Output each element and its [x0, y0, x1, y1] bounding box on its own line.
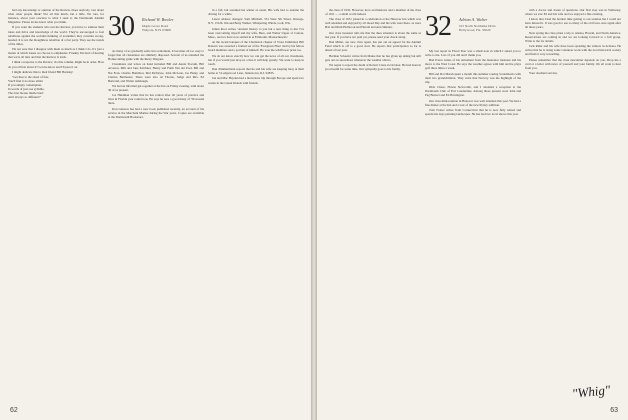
column-paragraph: Bill and Dot Marsh spent a month this summer touring Scandinavia with their two grandchildren. They write that Norway was the highlight of the trip.	[425, 71, 522, 84]
right-page	[317, 0, 628, 420]
column-paragraph: We regret to report the death of Robert Crane in October. He had been in poor health for some time. Our sympathy goes to his family.	[325, 63, 422, 72]
column-paragraph: Dan Miller, our new class agent, has put out an appeal for the Alumni Fund which is off to a good start. He reports that participation so far is ahead of last year.	[325, 40, 422, 53]
class-secretary-name: Richard W. Bowler	[142, 17, 174, 22]
left-column-2	[108, 8, 204, 120]
column-paragraph: Herman Schaefer writes from Maine that he has given up skiing but still gets out on snowshoes whenever the weather allows.	[325, 53, 422, 62]
column-paragraph: Dick Chase, Howie Newcomb, and I attended a reception at the Dartmouth Club of Fort Lauderdale. Among those present were John and Peg Brewer and Ed Harrington.	[425, 85, 522, 98]
signature: "Whig"	[570, 382, 611, 401]
column-paragraph: The class of 1931 joined in a celebration at the Hanover Inn which was well attended and enjoyed by all. Reed Day and his wife were there, as were Bob and Ruth Holbrook and Harold and Ann Skinner.	[325, 17, 422, 30]
class-year-number: 32	[425, 11, 451, 42]
column-paragraph: Julien Root writes, 'Ancient history to you but a new thing to me: I've been overcoming myself and my wife, Bess, and Walter Upper of Canton, Mass., and we have now settled in at Falmouth, Massachusetts.'	[208, 26, 305, 39]
column-paragraph: Tom Trotter writes from Connecticut that he is now fully retired and spends his days painting landscapes. He has had two local shows this year.	[425, 108, 522, 117]
address-line: Walpole, N.H. 03608	[142, 28, 171, 33]
column-paragraph: I might dedicate this to their friend Bill Buckley:	[12, 69, 74, 74]
column-paragraph: with a doctor and dozen of questions. Our first stop was in Wellesley, where we saw Ed and his wife and we enjoyed a fine evening.	[525, 8, 622, 17]
column-paragraph: Latest address changes: Sam Mitchell, 531 West 5th Street, Oswego, N.Y. 13126. Jim and Betty Walker, Whispering Winds, Lodi, Wis.	[208, 17, 305, 26]
column-paragraph: Don Gleason has had a new book published recently, an account of his service in the Merchant Marine during the War years. Copies are available at the Dartmouth Bookstore.	[108, 106, 205, 119]
column-paragraph: Bud Eaton writes of his retirement from the insurance business and his move to the West Coast. He says the weather agrees with him and he plays golf three times a week.	[425, 58, 522, 71]
column-paragraph: Your obedient servant,	[529, 71, 558, 76]
column-paragraph: Next spring the class plans a trip to Alaska, Hawaii, and North America. Reservations are coming in and we are looking forward to a full group. Write to me for details.	[525, 30, 622, 43]
column-paragraph: Jack Rider and his wife have been spending the winters in Arizona. He writes that he is doing some volunteer work with the local historical society and finds it very rewarding.	[525, 44, 622, 57]
column-paragraph: If you want the students who run the Review, you have to address their ideas and drive and knowledge of the world. They're encouraged to feel rebellious against the socialist thinking of academics they consider wrong-headed. It is not the thoughtless rebellion of a frat party. They see the trends of the times.	[8, 25, 105, 46]
class-heading	[108, 12, 204, 46]
column-paragraph: We had an informal get-together at the Inn on Friday evening, with about 30 of us present.	[108, 83, 205, 93]
class-secretary-address	[142, 24, 171, 32]
column-paragraph: Classmates and wives on hand included Bill and Annie Slocum, Bill Arveson, Milt and Jane Kirchner, Henry and Faith Van der Poel, Bill and Nat Fern, Charlie Hamilton, Mal McIntyre, John McLean, Joe Haley, and Charles Bertheaux. There were also Al Thorne, Judge and Mrs. Ed Bertrand, and Walter Ashbaugh.	[108, 62, 205, 83]
class-secretary-address	[459, 24, 496, 32]
column-paragraph: At the recent banquet of the Charleston chapter of Trout Unlimited, Bill Roberts was awarded a framed set of the 'Evergreen Flies' tied by his fellow board members and a portrait of himself. He won the wildflower prize too.	[208, 40, 305, 53]
column-paragraph: the class of 1932. However, he is an illustrator and a member of the class of 1911 — a small world indeed.	[325, 8, 422, 17]
column-paragraph: Please remember that the class newsletter depends on you. Drop me a card or a letter with news of yourself and your family. We all want to hear from you.	[525, 57, 622, 70]
column-paragraph: in a fall, but resumed his winter as usual. His wife had to assume the driving for a while.	[208, 8, 305, 17]
column-paragraph: I'm not sure that I disagree with them as much as I think I do. It's just a matter of which issues we choose to emphasize. Frankly I'm tired of hearing that we're all liars and that the Review is trash.	[8, 47, 105, 60]
page-number-left: 62	[10, 407, 18, 414]
right-column-2	[425, 8, 521, 117]
column-paragraph: I think a response to the Review, via this column, might be in order. How do you all feel about it? Let me know and I'll pass it on.	[8, 60, 105, 69]
left-column-1	[8, 8, 104, 101]
column-paragraph: Dan Zimmermann reports that he and his wife are keeping busy at their home at 3 Ledgewood Lane, Jamestown, R.I. 02835.	[208, 67, 305, 76]
left-page	[0, 0, 311, 420]
column-paragraph: We do not know exactly how we can get the news of all our classmates, but if you would just drop us a line it will help greatly. We want to keep in touch.	[208, 53, 305, 66]
address-line: 915 North Northlake Drive	[459, 24, 496, 28]
left-column-3	[208, 8, 304, 86]
column-paragraph: I know that I had the hardest time getting to our reunion but I could not have missed it. It was good to see so many of the old faces once again after all these years.	[525, 17, 622, 30]
column-paragraph: Jan and Mac Hayden had a marvelous trip through Europe and spent two weeks in the Greek Islands with friends.	[208, 76, 305, 85]
class-secretary-name: Adrian A. Walter	[459, 17, 488, 22]
column-paragraph: Our class mini-reunion in Hanover was well attended this year. We had a fine dinner at the Inn and a tour of the new library addition.	[425, 98, 522, 107]
column-paragraph: Our class treasurer tells me that the dues situation is about the same as last year. If you have not paid yet, please send your check along.	[325, 30, 422, 39]
address-line: Maple Grove Road	[142, 24, 168, 28]
address-line: Hollywood, Fla. 33020	[459, 28, 491, 33]
column-paragraph: Joe Hindman writes that he has retired after 40 years of practice and lives in Florida year round now. He says he sees a good many of '30 around there.	[108, 93, 205, 106]
column-paragraph: had any knowledge or opinion of the Review. Does anybody care about what other people think? Not all that much, but a little. We care, for instance, about your reaction to what I send to the Dartmouth Alumni Magazine. Please let me know what you think.	[8, 8, 105, 25]
class-heading	[425, 12, 521, 46]
right-column-3	[525, 8, 621, 76]
class-year-number: 30	[108, 11, 134, 42]
column-paragraph: As many of us gradually settle into retirement, it becomes all too easy to forget that all classmates are similarly disposed. Several of us attended the Homecoming game with the Rusty Dragons.	[108, 49, 205, 62]
column-paragraph: My last report in Fiscal Year was a small note in which I asked you to write to me. Lots of you did and I thank you.	[425, 49, 522, 58]
right-column-1	[325, 8, 421, 72]
column-paragraph: "Get thee to the street of fear, You'll find it no more elitist If you simply contemplate, In words of just one syllable, The lone mouse intellectual: Ain't always so different!"	[8, 75, 49, 100]
page-number-right: 63	[610, 407, 618, 414]
